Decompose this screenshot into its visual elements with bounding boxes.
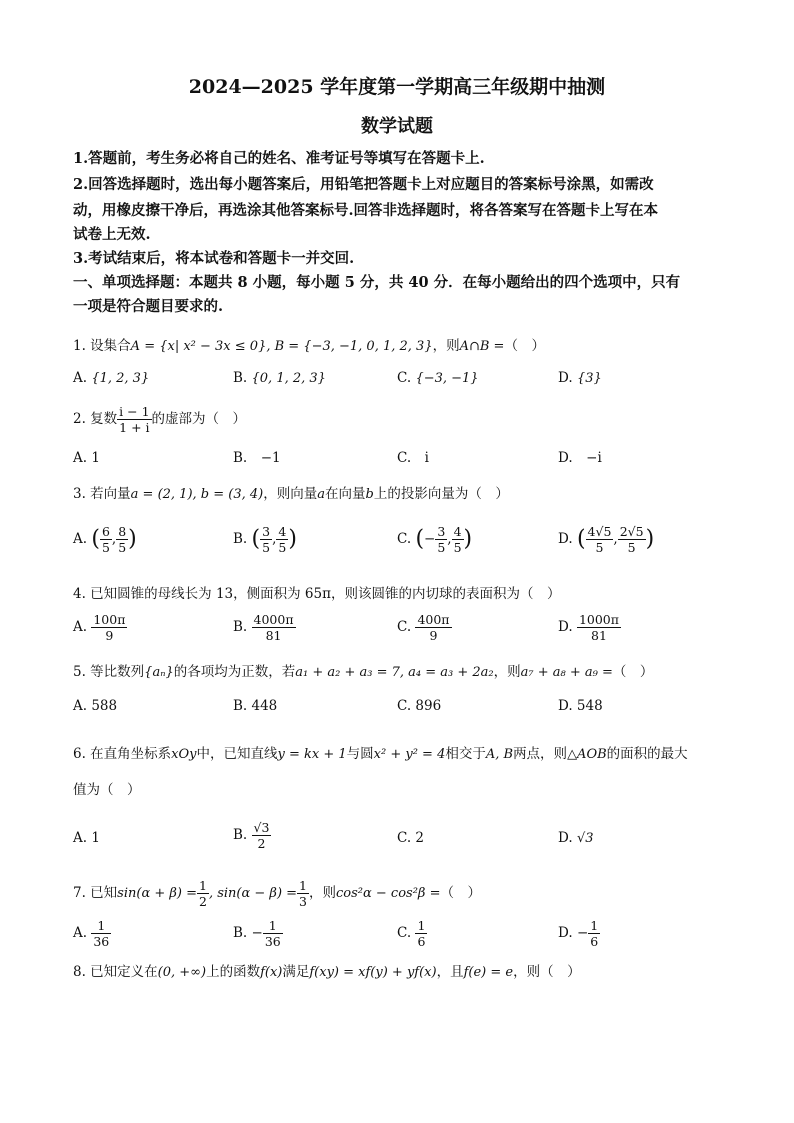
question-5: 5. 等比数列{aₙ}的各项均为正数，若a₁ + a₂ + a₃ = 7, a₄ = a₃ + 2a₂，则a₇ + a₈ + a₉ =（ ） bbox=[73, 664, 654, 680]
question-4: 4. 已知圆锥的母线长为 13，侧面积为 65π，则该圆锥的内切球的表面积为（ ） bbox=[73, 586, 561, 602]
q4-option-d: D. $\frac{1000\pi}{81}$ bbox=[558, 612, 619, 643]
question-1: 1. 设集合A = {x| x² − 3x ≤ 0}, B = {−3, −1, 0, 1, 2, 3}，则A∩B =（ ） bbox=[73, 338, 545, 354]
q4-option-b: B. $\frac{4000\pi}{81}$ bbox=[233, 612, 294, 643]
q7-option-b: B. − $\frac{1}{36}$ bbox=[233, 918, 281, 949]
q4-option-c: C. $\frac{400\pi}{9}$ bbox=[397, 612, 450, 643]
q3-option-d: D. ( $\frac{4√5}{5}$ , $\frac{2√5}{5}$ ) bbox=[558, 524, 655, 555]
q1-option-b: B. {0, 1, 2, 3} bbox=[233, 370, 326, 386]
q5-option-c: C. 896 bbox=[397, 698, 442, 714]
question-3: 3. 若向量a = (2, 1), b = (3, 4)，则向量a在向量b上的投影向量为（ ） bbox=[73, 486, 509, 502]
question-2: 2. 复数 $\frac{i - 1}{1 + i}$ 的虚部为（ ） bbox=[73, 404, 247, 435]
q6-option-c: C. 2 bbox=[397, 830, 425, 846]
instruction-line: 动，用橡皮擦干净后，再选涂其他答案标号.回答非选择题时，将各答案写在答题卡上写在本 bbox=[73, 202, 659, 219]
q7-option-a: A. $\frac{1}{36}$ bbox=[73, 918, 110, 949]
q2-option-a: A. 1 bbox=[73, 450, 100, 466]
q6-option-d: D. √3 bbox=[558, 830, 594, 846]
q2-option-d: D. −i bbox=[558, 450, 602, 466]
section-heading: 一、单项选择题：本题共 8 小题，每小题 5 分，共 40 分．在每小题给出的四个选项中，只有 bbox=[73, 274, 681, 291]
q2-option-c: C. i bbox=[397, 450, 429, 466]
instruction-line: 1.答题前，考生务必将自己的姓名、准考证号等填写在答题卡上. bbox=[73, 150, 485, 167]
exam-subtitle: 数学试题 bbox=[361, 116, 433, 137]
question-6-continued: 值为（ ） bbox=[73, 782, 141, 798]
instruction-line: 2.回答选择题时，选出每小题答案后，用铅笔把答题卡上对应题目的答案标号涂黑，如需改 bbox=[73, 176, 654, 193]
q3-option-a: A. ( $\frac{6}{5}$ , $\frac{8}{5}$ ) bbox=[73, 524, 137, 555]
question-8: 8. 已知定义在(0, +∞)上的函数f(x)满足f(xy) = xf(y) + yf(x)，且f(e) = e，则（ ） bbox=[73, 964, 581, 980]
q2-option-b: B. −1 bbox=[233, 450, 281, 466]
q1-option-d: D. {3} bbox=[558, 370, 602, 386]
q5-option-b: B. 448 bbox=[233, 698, 278, 714]
q1-option-a: A. {1, 2, 3} bbox=[73, 370, 150, 386]
q7-option-d: D. − $\frac{1}{6}$ bbox=[558, 918, 599, 949]
q6-option-b: B. $\frac{√3}{2}$ bbox=[233, 820, 270, 851]
q1-option-c: C. {−3, −1} bbox=[397, 370, 479, 386]
q3-option-c: C. (− $\frac{3}{5}$ , $\frac{4}{5}$ ) bbox=[397, 524, 473, 555]
question-7: 7. 已知sin(α + β) = $\frac{1}{2}$ , sin(α − β) = $\frac{1}{3}$ ，则cos²α − cos²β =（ ） bbox=[73, 878, 481, 909]
exam-title: 2024—2025 学年度第一学期高三年级期中抽测 bbox=[188, 76, 606, 98]
q3-option-b: B. ( $\frac{3}{5}$ , $\frac{4}{5}$ ) bbox=[233, 524, 297, 555]
q4-option-a: A. $\frac{100\pi}{9}$ bbox=[73, 612, 126, 643]
instruction-line: 试卷上无效. bbox=[73, 226, 151, 243]
q5-option-d: D. 548 bbox=[558, 698, 603, 714]
q5-option-a: A. 588 bbox=[73, 698, 118, 714]
section-heading: 一项是符合题目要求的. bbox=[73, 298, 224, 315]
instruction-line: 3.考试结束后，将本试卷和答题卡一并交回. bbox=[73, 250, 355, 267]
q7-option-c: C. $\frac{1}{6}$ bbox=[397, 918, 426, 949]
q6-option-a: A. 1 bbox=[73, 830, 100, 846]
question-6: 6. 在直角坐标系xOy中，已知直线y = kx + 1与圆x² + y² = 4相交于A, B两点，则△AOB的面积的最大 bbox=[73, 746, 688, 762]
